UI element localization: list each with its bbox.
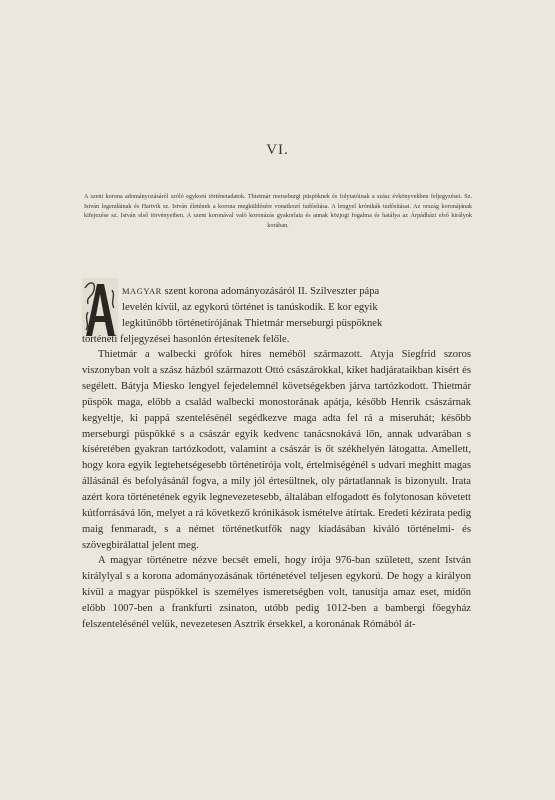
main-text xyxy=(82,284,471,633)
opening-caps: MAGYAR xyxy=(122,286,162,296)
opening-line-1: MAGYAR szent korona adományozásáról II. Szilveszter pápa xyxy=(122,286,380,297)
paragraph-2: Thietmár a walbecki grófok híres neméből származott. Atyja Siegfrid szoros viszonyban volt a szász házból származott Ottó császárokkal, kiket hadjárataikban kísért és segélett. Bátyja Miesko lengyel fejedelemnél követségekben járva tartózkodott. Thietmár püspök maga, előbb a család walbecki monostorának apátja, később Henrik császárnak kegyeltje, ki pappá szentelésénél segédkezve maga adta fel rá a miseruhát; később merseburgi püspökké s a császár egyik kedvenc tanácsnokává lőn, annak udvarában s kíséretében gyakran tartózkodott, valamint a császár is őt székhelyén látogatta. Amellett, hogy kora egyik legtehetségesebb történetírója volt, értelmiségénél s udvari meghitt magas állásánál és befolyásánál fogva, a mily jól értesültnek, oly pártatlannak is bizonyult. Irata azért kora történetének egyik legnevezetesebb, általában elfogadott és folytonosan követett kútforrásává lőn, melyet a rá következő krónikások ismételve átírtak. Eredeti kézirata pedig maig fenmaradt, s a német történetkutfők nagy kiadásában kiváló történelmi- és szövegbirálattal jelent meg. xyxy=(82,349,471,551)
chapter-summary: A szent korona adományozásáról szóló egykorú történetadatok. Thietmár merseburgi püspöknek és folytatóinak a szász évkönyvekben feljegyzései. Sz. István legendáinak és Hartvik sz. István életének a korona megküldésére vonatkozó tudósítása. A lengyel krónikák tudósításai. Az ország koronájának kifejezése sz. István első törvényeiben. A szent koronával való koronázás gyakorlata és annak közjogi fogalma és hatálya az Árpádházi első királyok korában. xyxy=(84,193,472,229)
paragraph-3: A magyar történetre nézve becsét emeli, hogy írója 976-ban született, szent István királylyal s a korona adományozásának történetével teljesen egykorú. De hogy a királyon kívül a magyar püspökkel is személyes ismeretségben volt, tanusítja amaz eset, midőn előbb 1007-ben a frankfurti zsinaton, utóbb pedig 1012-ben a bambergi főegyház felszentelésénél velük, nevezetesen Asztrik érsekkel, a koronának Rómából át- xyxy=(82,555,471,630)
chapter-number: VI. xyxy=(266,142,289,158)
paragraph-1: történeti feljegyzései hasonlón értesítenek felőle. xyxy=(82,333,290,345)
opening-lines xyxy=(82,284,471,332)
opening-line-3: legkitűnőbb történetírójának Thietmár merseburgi püspöknek xyxy=(122,317,383,329)
opening-line-2: levelén kívül, az egykorú történet is tanúskodik. E kor egyik xyxy=(122,301,378,313)
